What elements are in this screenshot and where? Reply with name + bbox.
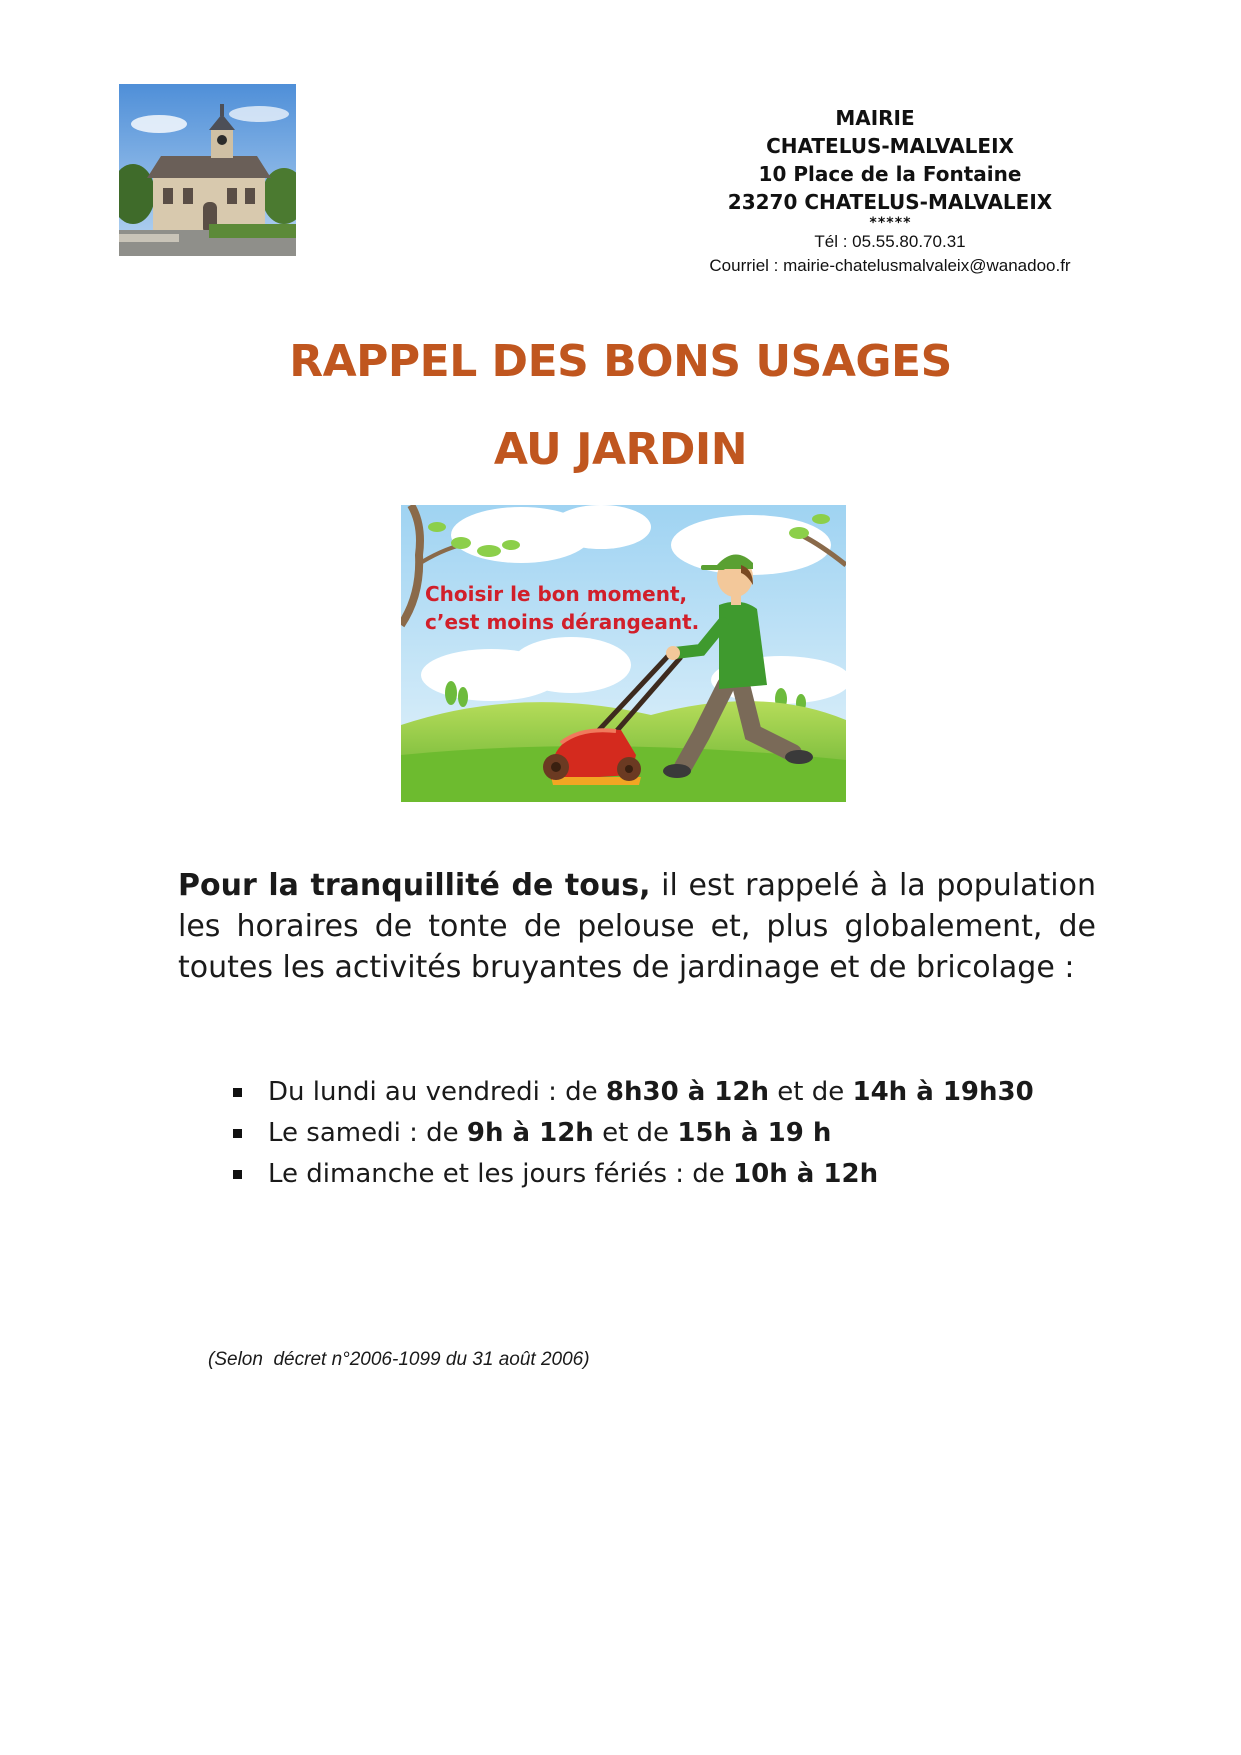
schedule-item-weekdays [228,1072,1128,1113]
mairie-header [660,104,1120,278]
header-mairie: MAIRIE [835,106,915,130]
square-bullet-icon [233,1129,242,1138]
schedule-item-saturday [228,1113,1128,1154]
schedule-label: Du lundi au vendredi : de [268,1077,606,1107]
schedule-range-afternoon: 14h à 19h30 [852,1077,1034,1107]
page-title-line1: RAPPEL DES BONS USAGES [289,336,952,387]
schedule-range-afternoon: 15h à 19 h [677,1118,832,1148]
schedule-label: Le dimanche et les jours fériés : de [268,1159,734,1189]
square-bullet-icon [233,1170,242,1179]
header-commune: CHATELUS-MALVALEIX [766,134,1014,158]
intro-paragraph [178,865,1096,988]
header-separator-stars: ***** [868,215,912,231]
intro-lead: Pour la tranquillité de tous, [178,868,651,903]
schedule-list [228,1072,1128,1195]
header-postcode: 23270 CHATELUS-MALVALEIX [727,190,1053,214]
schedule-range-morning: 9h à 12h [466,1118,594,1148]
schedule-item-sunday-holidays [228,1154,1128,1195]
lawn-mower-illustration [401,505,846,802]
intro-text: il est rappelé à la population les horaires de tonte de pelouse et, plus globalement, de toutes les activités bruyantes de jardinage et de bricolage : [178,868,1096,985]
square-bullet-icon [233,1088,242,1097]
schedule-range-morning: 8h30 à 12h [605,1077,769,1107]
schedule-connector: et de [593,1118,678,1148]
header-street: 10 Place de la Fontaine [758,162,1022,186]
illustration-caption-line2: c’est moins dérangeant. [425,610,700,634]
illustration-caption-line1: Choisir le bon moment, [425,582,688,606]
page-title-line2: AU JARDIN [493,424,748,475]
decree-reference: (Selon décret n°2006-1099 du 31 août 2006) [208,1349,590,1370]
schedule-label: Le samedi : de [268,1118,467,1148]
town-hall-photo [119,84,296,256]
schedule-range-morning: 10h à 12h [733,1159,879,1189]
schedule-connector: et de [769,1077,853,1107]
header-email: Courriel : mairie-chatelusmalvaleix@wanadoo.fr [709,256,1071,275]
header-phone: Tél : 05.55.80.70.31 [814,232,966,251]
